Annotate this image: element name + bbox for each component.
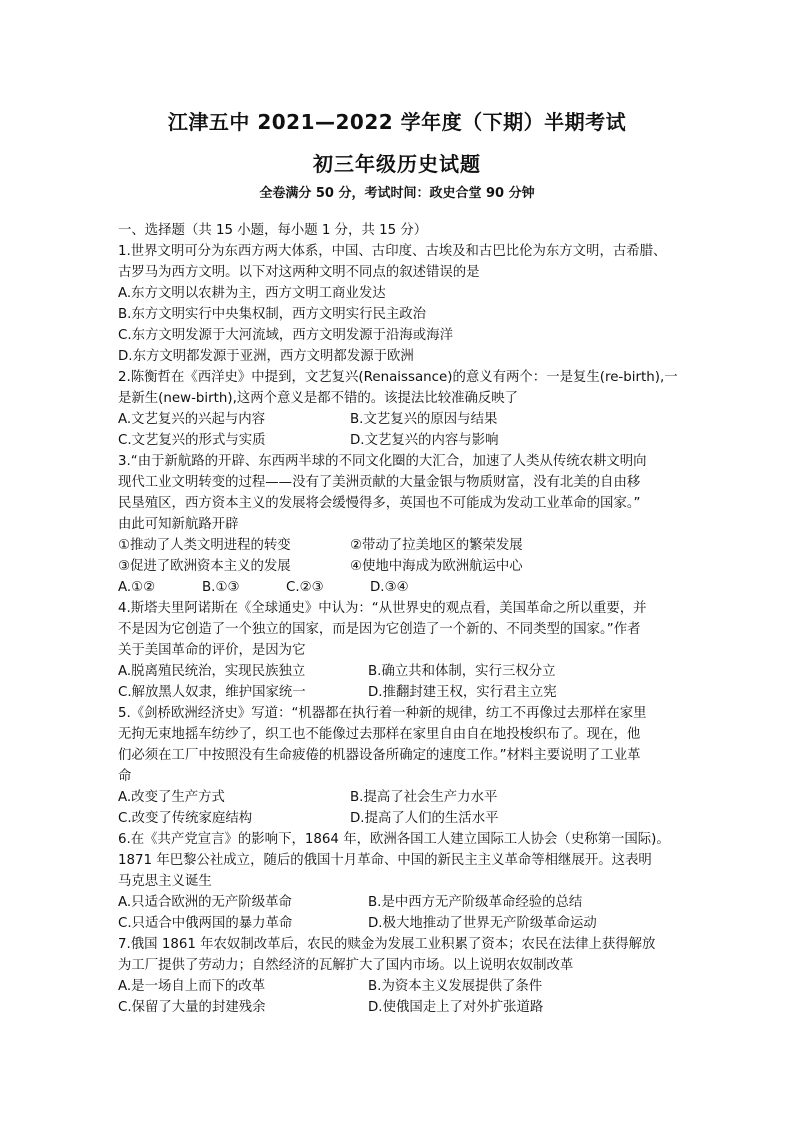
question-1 [118, 241, 684, 367]
question-stem-line: 1871 年巴黎公社成立，随后的俄国十月革命、中国的新民主主义革命等相继展开。这表明 [118, 853, 652, 868]
section-heading: 一、选择题（共 15 小题，每小题 1 分，共 15 分） [118, 223, 428, 238]
options-row [118, 787, 684, 808]
exam-subtitle: 初三年级历史试题 [313, 152, 481, 176]
option-d: D.极大地推动了世界无产阶级革命运动 [368, 916, 597, 931]
option-a: A.东方文明以农耕为主，西方文明工商业发达 [118, 286, 386, 301]
subitem-3: ③促进了欧洲资本主义的发展 [118, 559, 291, 574]
question-stem-line: 马克思主义诞生 [118, 874, 212, 889]
question-stem-line: 5.《剑桥欧洲经济史》写道：“机器都在执行着一种新的规律，纺工不再像过去那样在家里 [118, 706, 647, 721]
subitem-2: ②带动了拉美地区的繁荣发展 [350, 538, 523, 553]
option-c: C.保留了大量的封建残余 [118, 1000, 266, 1015]
question-stem-line: 无拘无束地摇车纺纱了，织工也不能像过去那样在家里自由自在地投梭织布了。现在，他 [118, 727, 641, 742]
option-d: D.东方文明都发源于亚洲，西方文明都发源于欧洲 [118, 349, 414, 364]
options-row [118, 913, 684, 934]
option-a: A.改变了生产方式 [118, 790, 225, 805]
option-d: D.使俄国走上了对外扩张道路 [368, 1000, 544, 1015]
options-row [118, 892, 684, 913]
question-stem-line: 是新生(new-birth),这两个意义是都不错的。该提法比较准确反映了 [118, 391, 519, 406]
question-stem-line: 1.世界文明可分为东西方两大体系，中国、古印度、古埃及和古巴比伦为东方文明，古希腊、 [118, 244, 667, 259]
question-stem-line: 7.俄国 1861 年农奴制改革后，农民的赎金为发展工业积累了资本；农民在法律上获得解放 [118, 937, 656, 952]
option-c: C.东方文明发源于大河流域，西方文明发源于沿海或海洋 [118, 328, 453, 343]
question-stem-line: 现代工业文明转变的过程——没有了美洲贡献的大量金银与物质财富，没有北美的自由移 [118, 475, 641, 490]
option-b: B.是中西方无产阶级革命经验的总结 [368, 895, 583, 910]
subitems-row [118, 535, 684, 556]
option-c: C.改变了传统家庭结构 [118, 811, 253, 826]
options-row [118, 577, 684, 598]
option-a: A.只适合欧洲的无产阶级革命 [118, 895, 292, 910]
option-b: B.东方文明实行中央集权制，西方文明实行民主政治 [118, 307, 427, 322]
option-b: B.为资本主义发展提供了条件 [368, 979, 543, 994]
question-stem-line: 4.斯塔夫里阿诺斯在《全球通史》中认为：“从世界史的观点看，美国革命之所以重要，并 [118, 601, 647, 616]
question-stem-line: 2.陈衡哲在《西洋史》中提到，文艺复兴(Renaissance)的意义有两个：一是复生(re-birth),一 [118, 370, 678, 385]
options-row [118, 682, 684, 703]
question-4 [118, 598, 684, 703]
options-row [118, 997, 684, 1018]
option-d: D.推翻封建王权，实行君主立宪 [368, 685, 557, 700]
question-2 [118, 367, 684, 451]
option-a: A.①② [118, 580, 156, 595]
option-b: B.确立共和体制，实行三权分立 [368, 664, 556, 679]
option-d: D.提高了人们的生活水平 [350, 811, 499, 826]
question-stem-line: 们必须在工厂中按照没有生命疲倦的机器设备所确定的速度工作。”材料主要说明了工业革 [118, 748, 641, 763]
options-row [118, 409, 684, 430]
subitems-row [118, 556, 684, 577]
question-7 [118, 934, 684, 1018]
question-stem-line: 由此可知新航路开辟 [118, 517, 239, 532]
option-a: A.脱离殖民统治，实现民族独立 [118, 664, 306, 679]
question-stem-line: 命 [118, 769, 132, 784]
question-stem-line: 3.“由于新航路的开辟、东西两半球的不同文化圈的大汇合，加速了人类从传统农耕文明向 [118, 454, 647, 469]
question-stem-line: 6.在《共产党宣言》的影响下，1864 年，欧洲各国工人建立国际工人协会（史称第一国际)。 [118, 832, 670, 847]
question-6 [118, 829, 684, 934]
option-a: A.是一场自上而下的改革 [118, 979, 266, 994]
options-row [118, 430, 684, 451]
question-stem-line: 关于美国革命的评价，是因为它 [118, 643, 306, 658]
exam-title: 江津五中 2021—2022 学年度（下期）半期考试 [167, 110, 627, 134]
subitem-1: ①推动了人类文明进程的转变 [118, 538, 291, 553]
option-c: C.解放黑人奴隶，维护国家统一 [118, 685, 306, 700]
option-b: B.文艺复兴的原因与结果 [350, 412, 498, 427]
option-d: D.③④ [370, 580, 409, 595]
option-c: C.文艺复兴的形式与实质 [118, 433, 266, 448]
option-b: B.提高了社会生产力水平 [350, 790, 498, 805]
options-row [118, 808, 684, 829]
question-stem-line: 古罗马为西方文明。以下对这两种文明不同点的叙述错误的是 [118, 265, 480, 280]
option-a: A.文艺复兴的兴起与内容 [118, 412, 266, 427]
exam-info: 全卷满分 50 分，考试时间：政史合堂 90 分钟 [259, 186, 535, 201]
exam-content [118, 220, 684, 1018]
question-3 [118, 451, 684, 598]
options-row [118, 661, 684, 682]
question-stem-line: 民垦殖区，西方资本主义的发展将会缓慢得多，英国也不可能成为发动工业革命的国家。” [118, 496, 641, 511]
question-stem-line: 不是因为它创造了一个独立的国家，而是因为它创造了一个新的、不同类型的国家。”作者 [118, 622, 641, 637]
subitem-4: ④使地中海成为欧洲航运中心 [350, 559, 523, 574]
question-5 [118, 703, 684, 829]
options-row [118, 976, 684, 997]
option-b: B.①③ [202, 580, 240, 595]
option-d: D.文艺复兴的内容与影响 [350, 433, 499, 448]
question-stem-line: 为工厂提供了劳动力；自然经济的瓦解扩大了国内市场。以上说明农奴制改革 [118, 958, 574, 973]
option-c: C.只适合中俄两国的暴力革命 [118, 916, 293, 931]
option-c: C.②③ [286, 580, 324, 595]
